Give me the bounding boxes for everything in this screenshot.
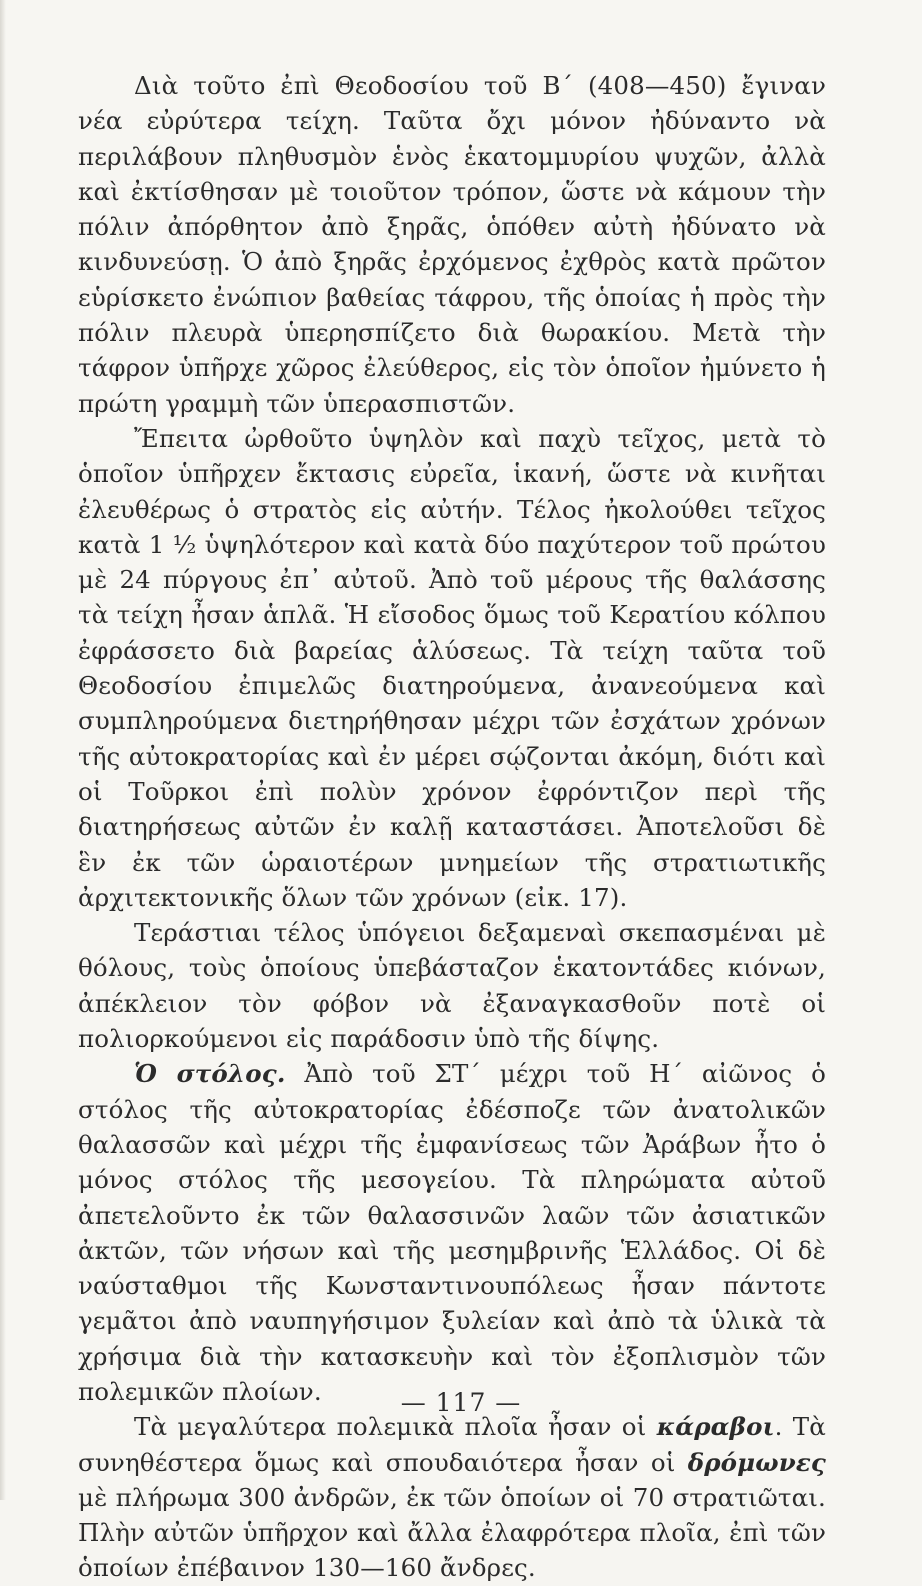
paragraph-fleet-text: Ἀπὸ τοῦ ΣΤ΄ μέχρι τοῦ Η΄ αἰῶνος ὁ στόλος τῆς αὐτοκρατορίας ἐδέσποζε τῶν ἀνατολικῶν θαλασσῶν καὶ μέχρι τῆς ἐμφανίσεως τῶν Ἀράβων ἦτο ὁ μόνος στόλος τῆς μεσογείου. Τὰ πληρώματα αὐτοῦ ἀπετελοῦντο ἐκ τῶν θαλασσινῶν λαῶν τῶν ἀσιατικῶν ἀκτῶν, τῶν νήσων καὶ τῆς μεσημβρινῆς Ἑλλάδος. Οἱ δὲ ναύσταθμοι τῆς Κωνσταντινουπόλεως ἦσαν πάντοτε γεμᾶτοι ἀπὸ ναυπηγήσιμον ξυλείαν καὶ ἀπὸ τὰ ὑλικὰ τὰ χρήσιμα διὰ τὴν κατασκευὴν καὶ τὸν ἐξοπλισμὸν τῶν πολεμικῶν πλοίων. (78, 1059, 826, 1406)
paragraph-ships-text-c: μὲ πλήρωμα 300 ἀνδρῶν, ἐκ τῶν ὁποίων οἱ 70 στρατιῶται. Πλὴν αὐτῶν ὑπῆρχον καὶ ἄλλα ἐλαφρότερα πλοῖα, ἐπὶ τῶν ὁποίων ἐπέβαινον 130—160 ἄνδρες. (78, 1482, 826, 1583)
section-heading-fleet: Ὁ στόλος. (134, 1059, 286, 1089)
paragraph-walls-intro: Διὰ τοῦτο ἐπὶ Θεοδοσίου τοῦ Β΄ (408—450) ἔγιναν νέα εὐρύτερα τείχη. Ταῦτα ὄχι μόνον ἠδύναντο νὰ περιλάβουν πληθυσμὸν ἑνὸς ἑκατομμυρίου ψυχῶν, ἀλλὰ καὶ ἐκτίσθησαν μὲ τοιοῦτον τρόπον, ὥστε νὰ κάμουν τὴν πόλιν ἀπόρθητον ἀπὸ ξηρᾶς, ὁπόθεν αὐτὴ ἠδύνατο νὰ κινδυνεύσῃ. Ὁ ἀπὸ ξηρᾶς ἐρχόμενος ἐχθρὸς κατὰ πρῶτον εὑρίσκετο ἐνώπιον βαθείας τάφρου, τῆς ὁποίας ἡ πρὸς τὴν πόλιν πλευρὰ ὑπερησπίζετο διὰ θωρακίου. Μετὰ τὴν τάφρον ὑπῆρχε χῶρος ἐλεύθερος, εἰς τὸν ὁποῖον ἠμύνετο ἡ πρώτη γραμμὴ τῶν ὑπερασπιστῶν. (78, 71, 826, 418)
body-text (78, 68, 826, 1586)
paragraph-walls-structure: Ἔπειτα ὠρθοῦτο ὑψηλὸν καὶ παχὺ τεῖχος, μετὰ τὸ ὁποῖον ὑπῆρχεν ἔκτασις εὐρεῖα, ἱκανή, ὥστε νὰ κινῆται ἐλευθέρως ὁ στρατὸς εἰς αὐτήν. Τέλος ἠκολούθει τεῖχος κατὰ 1 ½ ὑψηλότερον καὶ κατὰ δύο παχύτερον τοῦ πρώτου μὲ 24 πύργους ἐπ᾿ αὐτοῦ. Ἀπὸ τοῦ μέρους τῆς θαλάσσης τὰ τείχη ἦσαν ἁπλᾶ. Ἡ εἴσοδος ὅμως τοῦ Κερατίου κόλπου ἐφράσσετο διὰ βαρείας ἁλύσεως. Τὰ τείχη ταῦτα τοῦ Θεοδοσίου ἐπιμελῶς διατηρούμενα, ἀνανεούμενα καὶ συμπληρούμενα διετηρήθησαν μέχρι τῶν ἐσχάτων χρόνων τῆς αὐτοκρατορίας καὶ ἐν μέρει σῴζονται ἀκόμη, διότι καὶ οἱ Τοῦρκοι ἐπὶ πολὺν χρόνον ἐφρόντιζον περὶ τῆς διατηρήσεως αὐτῶν ἐν καλῇ καταστάσει. Ἀποτελοῦσι δὲ ἓν ἐκ τῶν ὡραιοτέρων μνημείων τῆς στρατιωτικῆς ἀρχιτεκτονικῆς ὅλων τῶν χρόνων (εἰκ. 17). (78, 423, 826, 912)
paragraph-cisterns: Τεράστιαι τέλος ὑπόγειοι δεξαμεναὶ σκεπασμέναι μὲ θόλους, τοὺς ὁποίους ὑπεβάσταζον ἑκατοντάδες κιόνων, ἀπέκλειον τὸν φόβον νὰ ἐξαναγκασθοῦν ποτὲ οἱ πολιορκούμενοι εἰς παράδοσιν ὑπὸ τῆς δίψης. (78, 918, 826, 1054)
paragraph-ships (78, 1409, 826, 1585)
page-number: — 117 — (400, 1388, 522, 1417)
term-karavoi: κάραβοι (656, 1412, 775, 1442)
paragraph-ships-text-b: . Τὰ συνηθέστερα ὅμως καὶ σπουδαιότερα ἦσαν οἱ (78, 1412, 826, 1477)
term-dromones: δρόμωνες (687, 1447, 826, 1477)
paragraph-fleet (78, 1056, 826, 1409)
page-spine-shadow (0, 0, 6, 1500)
paragraph-ships-text-a: Τὰ μεγαλύτερα πολεμικὰ πλοῖα ἦσαν οἱ (134, 1412, 647, 1442)
